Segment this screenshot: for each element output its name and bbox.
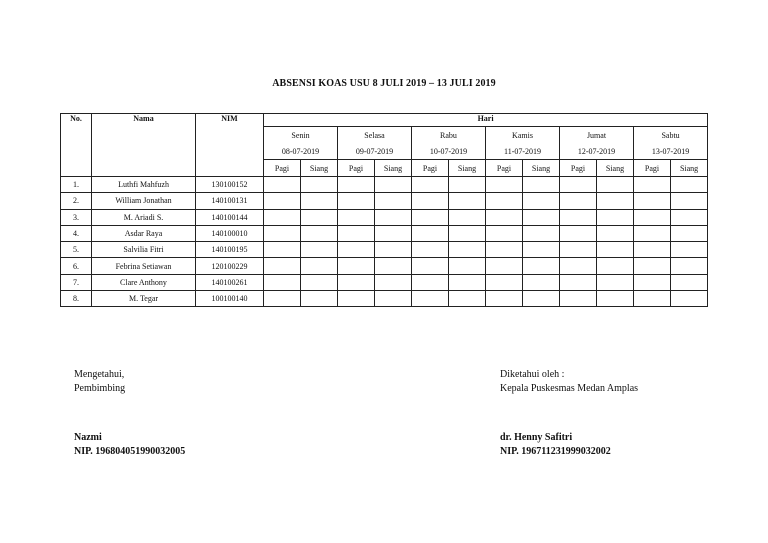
table-row [61,193,708,209]
attendance-cell[interactable] [449,209,486,225]
attendance-cell[interactable] [301,274,338,290]
attendance-cell[interactable] [523,258,560,274]
attendance-cell[interactable] [671,177,708,193]
attendance-cell[interactable] [597,225,634,241]
header-nim: NIM [196,114,264,177]
cell-no: 5. [61,242,92,258]
attendance-cell[interactable] [597,291,634,307]
left-nip: NIP. 196804051990032005 [74,446,186,457]
day-date: 09-07-2019 [338,143,412,160]
cell-nim: 140100010 [196,225,264,241]
attendance-cell[interactable] [338,242,375,258]
attendance-cell[interactable] [412,274,449,290]
table-row [61,258,708,274]
cell-nim: 100100140 [196,291,264,307]
attendance-cell[interactable] [634,225,671,241]
session-label: Siang [597,160,634,177]
table-row [61,274,708,290]
session-label: Siang [375,160,412,177]
attendance-cell[interactable] [671,274,708,290]
attendance-cell[interactable] [560,209,597,225]
attendance-cell[interactable] [412,177,449,193]
session-label: Pagi [412,160,449,177]
session-label: Siang [671,160,708,177]
day-date: 11-07-2019 [486,143,560,160]
table-row [61,177,708,193]
attendance-cell[interactable] [301,209,338,225]
signature-right [500,368,638,396]
cell-no: 7. [61,274,92,290]
attendance-cell[interactable] [338,225,375,241]
cell-nama: Asdar Raya [92,225,196,241]
table-row [61,225,708,241]
cell-nama: Salvilia Fitri [92,242,196,258]
left-role: Pembimbing [74,383,126,394]
attendance-cell[interactable] [301,291,338,307]
cell-nama: M. Ariadi S. [92,209,196,225]
attendance-cell[interactable] [634,274,671,290]
attendance-cell[interactable] [301,242,338,258]
attendance-cell[interactable] [449,225,486,241]
session-label: Pagi [560,160,597,177]
attendance-cell[interactable] [597,209,634,225]
attendance-cell[interactable] [449,177,486,193]
attendance-cell[interactable] [412,242,449,258]
attendance-cell[interactable] [264,258,301,274]
attendance-cell[interactable] [597,177,634,193]
attendance-cell[interactable] [375,242,412,258]
attendance-cell[interactable] [301,193,338,209]
cell-nama: Luthfi Mahfuzh [92,177,196,193]
attendance-cell[interactable] [671,193,708,209]
attendance-cell[interactable] [486,193,523,209]
attendance-cell[interactable] [634,242,671,258]
attendance-cell[interactable] [523,177,560,193]
attendance-cell[interactable] [301,225,338,241]
attendance-cell[interactable] [560,274,597,290]
attendance-cell[interactable] [375,258,412,274]
attendance-cell[interactable] [412,209,449,225]
attendance-cell[interactable] [412,193,449,209]
attendance-cell[interactable] [634,291,671,307]
attendance-cell[interactable] [412,225,449,241]
attendance-cell[interactable] [597,258,634,274]
session-label: Siang [523,160,560,177]
document-title: ABSENSI KOAS USU 8 JULI 2019 – 13 JULI 2019 [272,78,496,89]
session-label: Pagi [634,160,671,177]
session-label: Siang [301,160,338,177]
signature-right-name [500,431,611,459]
day-name: Rabu [412,127,486,144]
day-name: Kamis [486,127,560,144]
attendance-cell[interactable] [486,225,523,241]
attendance-cell[interactable] [264,177,301,193]
attendance-cell[interactable] [264,225,301,241]
cell-no: 4. [61,225,92,241]
attendance-cell[interactable] [338,177,375,193]
attendance-cell[interactable] [449,242,486,258]
day-name: Senin [264,127,338,144]
cell-no: 2. [61,193,92,209]
right-acknowledge: Diketahui oleh : [500,369,565,380]
attendance-cell[interactable] [634,177,671,193]
cell-nama: William Jonathan [92,193,196,209]
signature-left-name [74,431,185,459]
cell-nama: Febrina Setiawan [92,258,196,274]
attendance-cell[interactable] [375,193,412,209]
attendance-cell[interactable] [523,242,560,258]
attendance-cell[interactable] [338,193,375,209]
session-label: Pagi [338,160,375,177]
header-nama: Nama [92,114,196,177]
cell-no: 8. [61,291,92,307]
attendance-cell[interactable] [264,193,301,209]
attendance-cell[interactable] [486,258,523,274]
attendance-cell[interactable] [560,193,597,209]
attendance-cell[interactable] [560,242,597,258]
attendance-cell[interactable] [449,258,486,274]
attendance-cell[interactable] [486,177,523,193]
attendance-cell[interactable] [486,291,523,307]
attendance-cell[interactable] [523,225,560,241]
attendance-cell[interactable] [523,209,560,225]
attendance-cell[interactable] [634,193,671,209]
session-label: Siang [449,160,486,177]
cell-nama: Clare Anthony [92,274,196,290]
left-name: Nazmi [74,432,102,443]
attendance-cell[interactable] [671,225,708,241]
attendance-cell[interactable] [264,242,301,258]
attendance-cell[interactable] [523,274,560,290]
day-name: Sabtu [634,127,708,144]
left-acknowledge: Mengetahui, [74,369,125,380]
attendance-cell[interactable] [338,274,375,290]
cell-nim: 130100152 [196,177,264,193]
attendance-cell[interactable] [597,274,634,290]
attendance-cell[interactable] [375,291,412,307]
attendance-cell[interactable] [560,258,597,274]
day-date: 10-07-2019 [412,143,486,160]
attendance-cell[interactable] [264,291,301,307]
attendance-cell[interactable] [375,274,412,290]
attendance-cell[interactable] [375,177,412,193]
right-role: Kepala Puskesmas Medan Amplas [500,383,639,394]
cell-no: 1. [61,177,92,193]
header-no: No. [61,114,92,177]
attendance-cell[interactable] [338,209,375,225]
attendance-cell[interactable] [486,274,523,290]
attendance-cell[interactable] [301,177,338,193]
attendance-cell[interactable] [671,242,708,258]
right-name: dr. Henny Safitri [500,432,573,443]
attendance-cell[interactable] [375,225,412,241]
attendance-cell[interactable] [301,258,338,274]
day-name: Selasa [338,127,412,144]
attendance-cell[interactable] [597,193,634,209]
cell-nama: M. Tegar [92,291,196,307]
attendance-cell[interactable] [264,274,301,290]
session-label: Pagi [486,160,523,177]
cell-no: 3. [61,209,92,225]
attendance-cell[interactable] [560,177,597,193]
attendance-cell[interactable] [449,193,486,209]
table-row [61,209,708,225]
attendance-cell[interactable] [486,209,523,225]
attendance-cell[interactable] [671,209,708,225]
table-row [61,291,708,307]
attendance-cell[interactable] [634,258,671,274]
attendance-cell[interactable] [264,209,301,225]
right-nip: NIP. 196711231999032002 [500,446,611,457]
cell-nim: 140100261 [196,274,264,290]
attendance-cell[interactable] [597,242,634,258]
day-date: 13-07-2019 [634,143,708,160]
attendance-cell[interactable] [449,291,486,307]
attendance-cell[interactable] [338,291,375,307]
attendance-cell[interactable] [338,258,375,274]
day-date: 12-07-2019 [560,143,634,160]
attendance-cell[interactable] [486,242,523,258]
attendance-cell[interactable] [375,209,412,225]
attendance-cell[interactable] [671,258,708,274]
cell-nim: 140100195 [196,242,264,258]
cell-nim: 120100229 [196,258,264,274]
attendance-cell[interactable] [449,274,486,290]
attendance-cell[interactable] [523,291,560,307]
cell-nim: 140100144 [196,209,264,225]
attendance-cell[interactable] [523,193,560,209]
attendance-cell[interactable] [634,209,671,225]
attendance-cell[interactable] [671,291,708,307]
attendance-table [60,113,708,307]
attendance-cell[interactable] [560,291,597,307]
day-date: 08-07-2019 [264,143,338,160]
header-hari: Hari [264,114,708,127]
session-label: Pagi [264,160,301,177]
attendance-cell[interactable] [412,258,449,274]
cell-no: 6. [61,258,92,274]
attendance-cell[interactable] [560,225,597,241]
day-name: Jumat [560,127,634,144]
attendance-cell[interactable] [412,291,449,307]
signature-left [74,368,125,396]
cell-nim: 140100131 [196,193,264,209]
table-row [61,242,708,258]
